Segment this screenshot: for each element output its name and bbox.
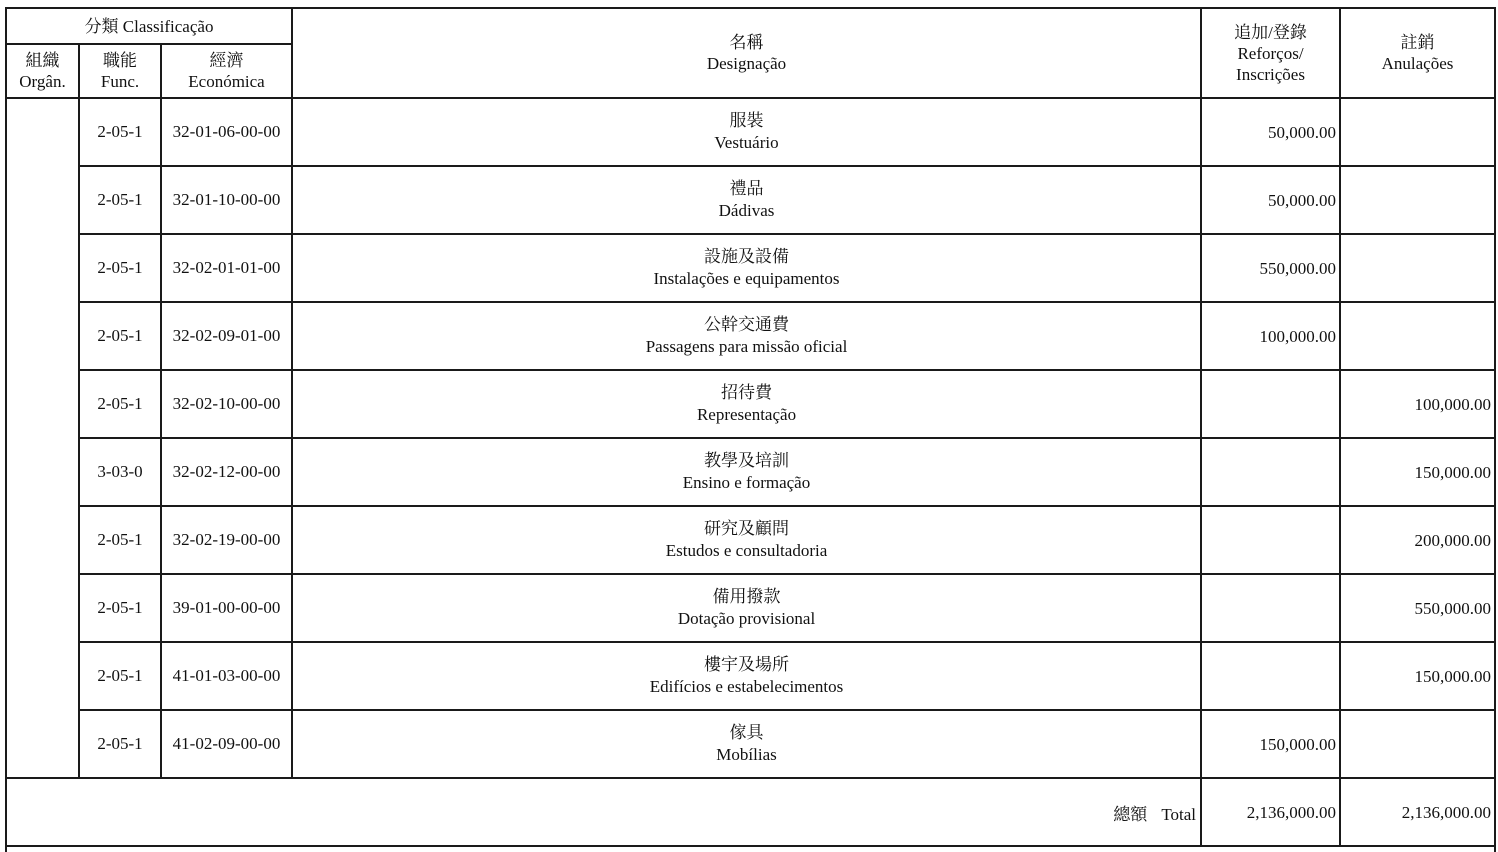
table-row	[6, 234, 1495, 302]
econ-code: 32-01-10-00-00	[161, 166, 292, 234]
econ-code: 32-02-10-00-00	[161, 370, 292, 438]
econ-code: 32-02-01-01-00	[161, 234, 292, 302]
designation-cell	[292, 642, 1201, 710]
func-code: 2-05-1	[79, 370, 161, 438]
designation-cell	[292, 710, 1201, 778]
header-row-top	[6, 8, 1495, 44]
designation-cell	[292, 234, 1201, 302]
func-code: 2-05-1	[79, 98, 161, 166]
reforcos-header-pt2: Inscrições	[1236, 64, 1305, 84]
reforcos-header-pt1: Reforços/	[1237, 43, 1304, 63]
total-reforcos: 2,136,000.00	[1201, 778, 1340, 846]
designation-cell	[292, 438, 1201, 506]
designation-zh: 備用撥款	[712, 587, 781, 606]
designation-pt: Instalações e equipamentos	[653, 269, 840, 288]
designation-zh: 服裝	[729, 111, 764, 130]
organ-header	[6, 44, 79, 98]
designation-pt: Passagens para missão oficial	[645, 337, 848, 356]
anulacoes-amount: 550,000.00	[1340, 574, 1495, 642]
designation-pt: Ensino e formação	[682, 473, 811, 492]
designation-zh: 公幹交通費	[704, 315, 790, 334]
table-row	[6, 98, 1495, 166]
reforcos-header	[1201, 8, 1340, 98]
anulacoes-amount	[1340, 710, 1495, 778]
func-code: 3-03-0	[79, 438, 161, 506]
econ-code: 39-01-00-00-00	[161, 574, 292, 642]
organ-header-pt: Orgân.	[19, 72, 66, 91]
designation-header-zh: 名稱	[729, 33, 764, 52]
anulacoes-amount: 150,000.00	[1340, 438, 1495, 506]
econ-header-zh: 經濟	[209, 51, 244, 70]
designation-cell	[292, 574, 1201, 642]
organ-header-zh: 組織	[25, 51, 60, 70]
designation-cell	[292, 370, 1201, 438]
total-label-cell	[6, 778, 1201, 846]
reforcos-amount: 50,000.00	[1201, 98, 1340, 166]
total-anulacoes: 2,136,000.00	[1340, 778, 1495, 846]
func-header-zh: 職能	[103, 51, 137, 70]
reforcos-amount: 550,000.00	[1201, 234, 1340, 302]
func-code: 2-05-1	[79, 710, 161, 778]
designation-pt: Dádivas	[718, 201, 775, 220]
designation-pt: Estudos e consultadoria	[665, 541, 828, 560]
econ-code: 32-02-12-00-00	[161, 438, 292, 506]
footer-strip	[6, 846, 1495, 852]
designation-zh: 設施及設備	[704, 247, 790, 266]
econ-header-pt: Económica	[188, 72, 265, 91]
econ-code: 41-02-09-00-00	[161, 710, 292, 778]
reforcos-amount: 100,000.00	[1201, 302, 1340, 370]
func-code: 2-05-1	[79, 302, 161, 370]
designation-zh: 教學及培訓	[704, 451, 790, 470]
reforcos-amount	[1201, 506, 1340, 574]
anulacoes-amount	[1340, 302, 1495, 370]
econ-header	[161, 44, 292, 98]
designation-cell	[292, 506, 1201, 574]
designation-pt: Mobílias	[716, 745, 777, 764]
anulacoes-amount	[1340, 166, 1495, 234]
econ-code: 32-01-06-00-00	[161, 98, 292, 166]
reforcos-header-zh: 追加/登錄	[1234, 22, 1307, 42]
func-header	[79, 44, 161, 98]
anulacoes-amount	[1340, 98, 1495, 166]
anulacoes-amount	[1340, 234, 1495, 302]
func-code: 2-05-1	[79, 574, 161, 642]
table-row	[6, 302, 1495, 370]
table-row	[6, 166, 1495, 234]
designation-pt: Vestuário	[714, 133, 779, 152]
anulacoes-amount: 200,000.00	[1340, 506, 1495, 574]
anulacoes-header	[1340, 8, 1495, 98]
anulacoes-header-zh: 註銷	[1400, 33, 1435, 52]
reforcos-amount	[1201, 438, 1340, 506]
total-label-zh: 總額	[1113, 804, 1148, 824]
reforcos-amount	[1201, 574, 1340, 642]
designation-zh: 樓宇及場所	[704, 655, 790, 674]
anulacoes-amount: 150,000.00	[1340, 642, 1495, 710]
designation-zh: 研究及顧問	[704, 519, 790, 538]
func-code: 2-05-1	[79, 166, 161, 234]
reforcos-amount: 150,000.00	[1201, 710, 1340, 778]
func-code: 2-05-1	[79, 506, 161, 574]
table-row	[6, 506, 1495, 574]
designation-zh: 招待費	[721, 383, 773, 402]
anulacoes-header-pt: Anulações	[1381, 54, 1454, 73]
classification-header: 分類 Classificação	[6, 8, 292, 44]
total-label-pt: Total	[1161, 804, 1197, 824]
designation-zh: 傢具	[729, 723, 764, 742]
designation-pt: Dotação provisional	[677, 609, 816, 628]
designation-cell	[292, 166, 1201, 234]
designation-pt: Representação	[696, 405, 797, 424]
table-row	[6, 370, 1495, 438]
anulacoes-amount: 100,000.00	[1340, 370, 1495, 438]
designation-cell	[292, 98, 1201, 166]
table-row	[6, 438, 1495, 506]
designation-header-pt: Designação	[706, 54, 787, 73]
total-row	[6, 778, 1495, 846]
designation-header	[292, 8, 1201, 98]
func-header-pt: Func.	[100, 72, 140, 91]
organ-cell	[6, 98, 79, 778]
designation-pt: Edifícios e estabelecimentos	[649, 677, 844, 696]
reforcos-amount	[1201, 642, 1340, 710]
table-row	[6, 710, 1495, 778]
designation-zh: 禮品	[729, 179, 764, 198]
econ-code: 32-02-09-01-00	[161, 302, 292, 370]
designation-cell	[292, 302, 1201, 370]
reforcos-amount: 50,000.00	[1201, 166, 1340, 234]
func-code: 2-05-1	[79, 642, 161, 710]
table-row	[6, 574, 1495, 642]
econ-code: 41-01-03-00-00	[161, 642, 292, 710]
econ-code: 32-02-19-00-00	[161, 506, 292, 574]
budget-table	[5, 7, 1496, 852]
table-row	[6, 642, 1495, 710]
reforcos-amount	[1201, 370, 1340, 438]
func-code: 2-05-1	[79, 234, 161, 302]
footer-strip-cell	[6, 846, 1495, 852]
